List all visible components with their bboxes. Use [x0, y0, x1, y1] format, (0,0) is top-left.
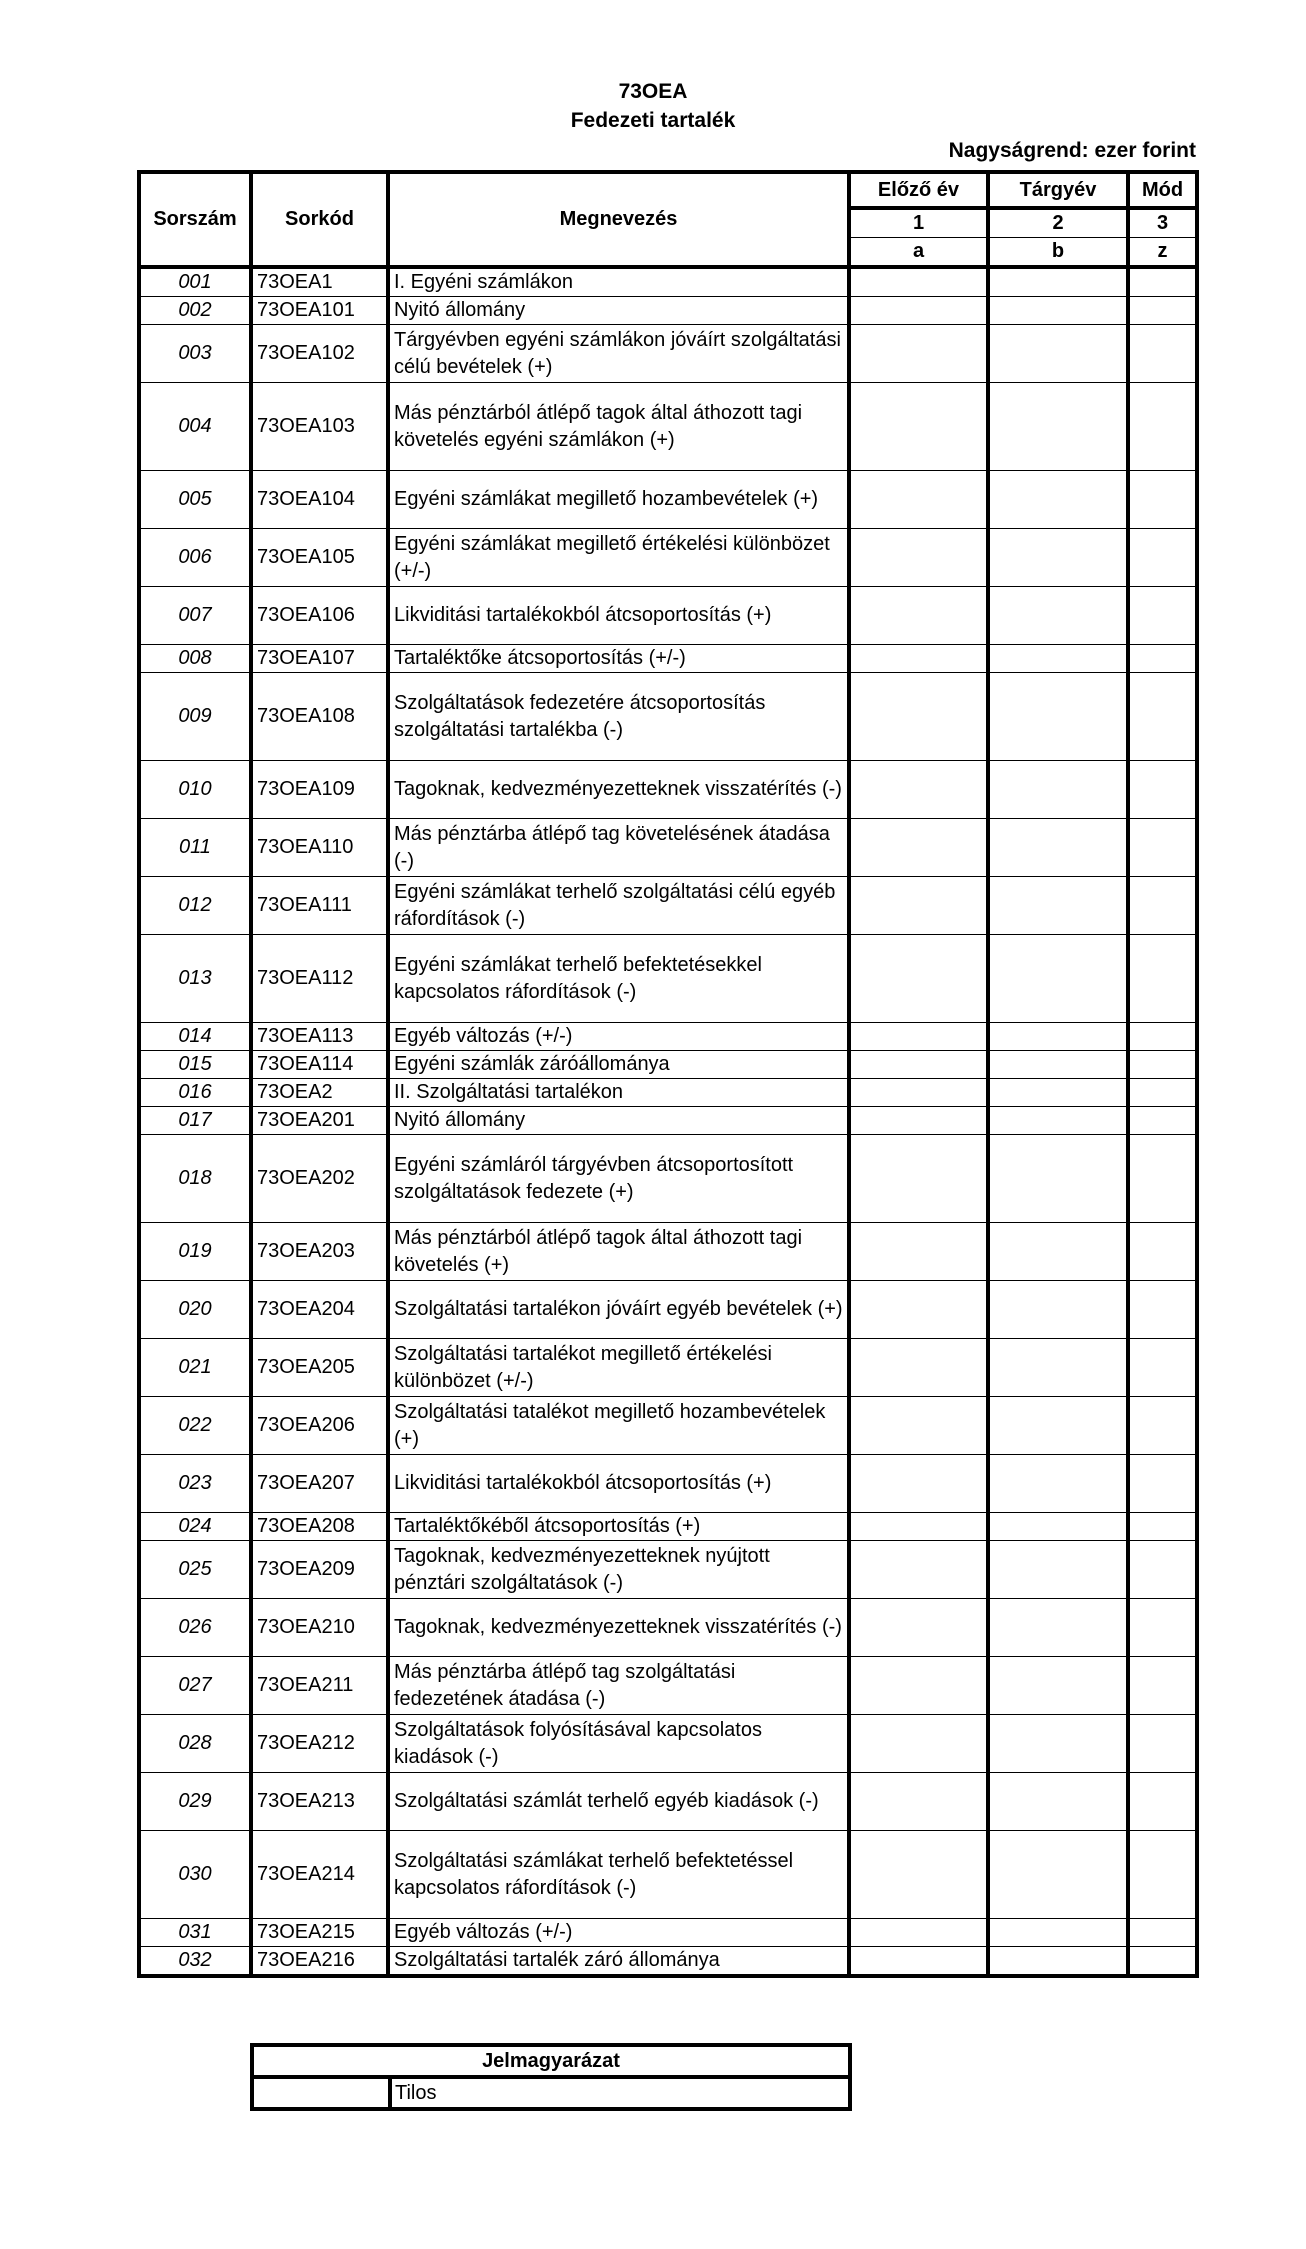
col-header-prev-year: Előző év	[849, 172, 988, 208]
row-code: 73OEA213	[251, 1773, 388, 1831]
table-row	[139, 645, 1197, 673]
row-serial: 028	[139, 1715, 251, 1773]
row-code: 73OEA113	[251, 1023, 388, 1051]
row-name: Egyéni számláról tárgyévben átcsoportosított szolgáltatások fedezete (+)	[388, 1135, 849, 1223]
row-code: 73OEA204	[251, 1281, 388, 1339]
value-cell-prev-year[interactable]	[849, 1657, 988, 1715]
row-code: 73OEA214	[251, 1831, 388, 1919]
row-serial: 018	[139, 1135, 251, 1223]
row-code: 73OEA103	[251, 383, 388, 471]
row-name: Szolgáltatási tartalékon jóváírt egyéb bevételek (+)	[388, 1281, 849, 1339]
row-serial: 002	[139, 297, 251, 325]
value-cell-mod[interactable]	[1128, 645, 1197, 673]
row-name: Szolgáltatási számlát terhelő egyéb kiadások (-)	[388, 1773, 849, 1831]
row-serial: 007	[139, 587, 251, 645]
row-name: Egyéb változás (+/-)	[388, 1023, 849, 1051]
row-code: 73OEA112	[251, 935, 388, 1023]
legend-title: Jelmagyarázat	[252, 2045, 850, 2077]
value-cell-prev-year[interactable]	[849, 645, 988, 673]
row-code: 73OEA105	[251, 529, 388, 587]
table-row	[139, 1135, 1197, 1223]
row-code: 73OEA207	[251, 1455, 388, 1513]
value-cell-prev-year[interactable]	[849, 673, 988, 761]
table-row	[139, 297, 1197, 325]
value-cell-year[interactable]	[988, 471, 1128, 529]
table-row	[139, 1079, 1197, 1107]
value-cell-mod[interactable]	[1128, 1715, 1197, 1773]
value-cell-year[interactable]	[988, 819, 1128, 877]
table-row	[139, 1107, 1197, 1135]
col-header-mod: Mód	[1128, 172, 1197, 208]
table-row	[139, 1947, 1197, 1977]
row-name: Nyitó állomány	[388, 1107, 849, 1135]
value-cell-year[interactable]	[988, 1513, 1128, 1541]
table-row	[139, 267, 1197, 297]
value-cell-year[interactable]	[988, 935, 1128, 1023]
table-row	[139, 471, 1197, 529]
col-header-year: Tárgyév	[988, 172, 1128, 208]
value-cell-year[interactable]	[988, 1281, 1128, 1339]
value-cell-prev-year[interactable]	[849, 761, 988, 819]
value-cell-prev-year[interactable]	[849, 877, 988, 935]
value-cell-year[interactable]	[988, 1107, 1128, 1135]
table-row	[139, 673, 1197, 761]
table-row	[139, 1715, 1197, 1773]
value-cell-year[interactable]	[988, 1051, 1128, 1079]
value-cell-prev-year[interactable]	[849, 1541, 988, 1599]
row-serial: 020	[139, 1281, 251, 1339]
value-cell-prev-year[interactable]	[849, 471, 988, 529]
value-cell-prev-year[interactable]	[849, 1947, 988, 1977]
row-name: Egyéb változás (+/-)	[388, 1919, 849, 1947]
row-code: 73OEA106	[251, 587, 388, 645]
value-cell-year[interactable]	[988, 1831, 1128, 1919]
row-serial: 032	[139, 1947, 251, 1977]
row-name: Szolgáltatási számlákat terhelő befektetéssel kapcsolatos ráfordítások (-)	[388, 1831, 849, 1919]
table-row	[139, 1223, 1197, 1281]
row-code: 73OEA211	[251, 1657, 388, 1715]
legend-table	[250, 2043, 852, 2111]
value-cell-year[interactable]	[988, 1339, 1128, 1397]
table-row	[139, 761, 1197, 819]
table-row	[139, 877, 1197, 935]
col-header-code: Sorkód	[251, 172, 388, 267]
row-serial: 029	[139, 1773, 251, 1831]
value-cell-mod[interactable]	[1128, 1657, 1197, 1715]
col-header-name: Megnevezés	[388, 172, 849, 267]
row-serial: 015	[139, 1051, 251, 1079]
row-serial: 016	[139, 1079, 251, 1107]
table-row	[139, 1541, 1197, 1599]
col-header-serial: Sorszám	[139, 172, 251, 267]
value-cell-year[interactable]	[988, 1135, 1128, 1223]
row-serial: 030	[139, 1831, 251, 1919]
row-name: Tartaléktőke átcsoportosítás (+/-)	[388, 645, 849, 673]
col-num-3: 3	[1128, 208, 1197, 238]
value-cell-mod[interactable]	[1128, 673, 1197, 761]
row-code: 73OEA203	[251, 1223, 388, 1281]
value-cell-prev-year[interactable]	[849, 383, 988, 471]
table-row	[139, 325, 1197, 383]
table-row	[139, 587, 1197, 645]
legend-swatch	[252, 2077, 390, 2109]
value-cell-mod[interactable]	[1128, 383, 1197, 471]
row-name: Egyéni számlákat terhelő befektetésekkel kapcsolatos ráfordítások (-)	[388, 935, 849, 1023]
value-cell-prev-year[interactable]	[849, 1715, 988, 1773]
row-code: 73OEA114	[251, 1051, 388, 1079]
table-row	[139, 1919, 1197, 1947]
col-num-1: 1	[849, 208, 988, 238]
table-row	[139, 1339, 1197, 1397]
value-cell-year[interactable]	[988, 1657, 1128, 1715]
row-code: 73OEA110	[251, 819, 388, 877]
row-serial: 010	[139, 761, 251, 819]
value-cell-year[interactable]	[988, 1947, 1128, 1977]
value-cell-year[interactable]	[988, 1455, 1128, 1513]
value-cell-year[interactable]	[988, 1223, 1128, 1281]
row-name: Tagoknak, kedvezményezetteknek nyújtott pénztári szolgáltatások (-)	[388, 1541, 849, 1599]
value-cell-prev-year[interactable]	[849, 1135, 988, 1223]
value-cell-mod[interactable]	[1128, 1023, 1197, 1051]
row-name: Likviditási tartalékokból átcsoportosítás (+)	[388, 1455, 849, 1513]
value-cell-year[interactable]	[988, 1397, 1128, 1455]
value-cell-prev-year[interactable]	[849, 1281, 988, 1339]
value-cell-mod[interactable]	[1128, 877, 1197, 935]
col-num-2: 2	[988, 208, 1128, 238]
row-code: 73OEA201	[251, 1107, 388, 1135]
row-code: 73OEA107	[251, 645, 388, 673]
value-cell-mod[interactable]	[1128, 267, 1197, 297]
row-name: Szolgáltatások folyósításával kapcsolatos kiadások (-)	[388, 1715, 849, 1773]
value-cell-prev-year[interactable]	[849, 267, 988, 297]
value-cell-prev-year[interactable]	[849, 1107, 988, 1135]
row-serial: 024	[139, 1513, 251, 1541]
row-code: 73OEA104	[251, 471, 388, 529]
value-cell-mod[interactable]	[1128, 529, 1197, 587]
row-serial: 031	[139, 1919, 251, 1947]
value-cell-prev-year[interactable]	[849, 935, 988, 1023]
value-cell-prev-year[interactable]	[849, 325, 988, 383]
value-cell-mod[interactable]	[1128, 1541, 1197, 1599]
table-row	[139, 529, 1197, 587]
row-name: Szolgáltatási tatalékot megillető hozambevételek (+)	[388, 1397, 849, 1455]
row-code: 73OEA209	[251, 1541, 388, 1599]
row-code: 73OEA216	[251, 1947, 388, 1977]
value-cell-year[interactable]	[988, 1079, 1128, 1107]
value-cell-prev-year[interactable]	[849, 1397, 988, 1455]
value-cell-prev-year[interactable]	[849, 1051, 988, 1079]
value-cell-year[interactable]	[988, 673, 1128, 761]
value-cell-prev-year[interactable]	[849, 1455, 988, 1513]
row-name: Likviditási tartalékokból átcsoportosítás (+)	[388, 587, 849, 645]
row-serial: 023	[139, 1455, 251, 1513]
value-cell-prev-year[interactable]	[849, 587, 988, 645]
row-serial: 026	[139, 1599, 251, 1657]
table-row	[139, 1455, 1197, 1513]
value-cell-year[interactable]	[988, 1023, 1128, 1051]
value-cell-year[interactable]	[988, 529, 1128, 587]
row-serial: 003	[139, 325, 251, 383]
value-cell-mod[interactable]	[1128, 1079, 1197, 1107]
value-cell-year[interactable]	[988, 1541, 1128, 1599]
row-serial: 008	[139, 645, 251, 673]
row-code: 73OEA102	[251, 325, 388, 383]
value-cell-mod[interactable]	[1128, 1831, 1197, 1919]
row-code: 73OEA205	[251, 1339, 388, 1397]
table-row	[139, 1657, 1197, 1715]
row-serial: 013	[139, 935, 251, 1023]
value-cell-year[interactable]	[988, 587, 1128, 645]
col-letter-b: b	[988, 238, 1128, 268]
value-cell-prev-year[interactable]	[849, 1773, 988, 1831]
value-cell-mod[interactable]	[1128, 935, 1197, 1023]
value-cell-mod[interactable]	[1128, 325, 1197, 383]
row-serial: 005	[139, 471, 251, 529]
row-name: Más pénztárba átlépő tag szolgáltatási fedezetének átadása (-)	[388, 1657, 849, 1715]
row-code: 73OEA101	[251, 297, 388, 325]
row-serial: 004	[139, 383, 251, 471]
value-cell-prev-year[interactable]	[849, 1919, 988, 1947]
row-name: Szolgáltatási tartalék záró állománya	[388, 1947, 849, 1977]
row-name: Szolgáltatások fedezetére átcsoportosítás szolgáltatási tartalékba (-)	[388, 673, 849, 761]
row-code: 73OEA1	[251, 267, 388, 297]
value-cell-year[interactable]	[988, 1919, 1128, 1947]
table-row	[139, 383, 1197, 471]
table-row	[139, 1831, 1197, 1919]
table-row	[139, 1281, 1197, 1339]
row-serial: 012	[139, 877, 251, 935]
row-code: 73OEA202	[251, 1135, 388, 1223]
table-row	[139, 1599, 1197, 1657]
row-name: Tagoknak, kedvezményezetteknek visszatérítés (-)	[388, 1599, 849, 1657]
row-serial: 006	[139, 529, 251, 587]
row-serial: 011	[139, 819, 251, 877]
row-serial: 019	[139, 1223, 251, 1281]
row-code: 73OEA109	[251, 761, 388, 819]
value-cell-mod[interactable]	[1128, 819, 1197, 877]
row-serial: 022	[139, 1397, 251, 1455]
row-name: Nyitó állomány	[388, 297, 849, 325]
value-cell-year[interactable]	[988, 383, 1128, 471]
row-code: 73OEA2	[251, 1079, 388, 1107]
row-serial: 017	[139, 1107, 251, 1135]
row-serial: 021	[139, 1339, 251, 1397]
row-name: Szolgáltatási tartalékot megillető értékelési különbözet (+/-)	[388, 1339, 849, 1397]
row-name: Más pénztárba átlépő tag követelésének átadása (-)	[388, 819, 849, 877]
row-code: 73OEA212	[251, 1715, 388, 1773]
value-cell-mod[interactable]	[1128, 761, 1197, 819]
row-code: 73OEA111	[251, 877, 388, 935]
value-cell-prev-year[interactable]	[849, 1339, 988, 1397]
row-name: Egyéni számlák záróállománya	[388, 1051, 849, 1079]
row-serial: 009	[139, 673, 251, 761]
value-cell-year[interactable]	[988, 325, 1128, 383]
value-cell-mod[interactable]	[1128, 1599, 1197, 1657]
value-cell-prev-year[interactable]	[849, 1831, 988, 1919]
row-code: 73OEA210	[251, 1599, 388, 1657]
row-code: 73OEA215	[251, 1919, 388, 1947]
legend-item-label: Tilos	[390, 2077, 850, 2109]
row-name: I. Egyéni számlákon	[388, 267, 849, 297]
value-cell-prev-year[interactable]	[849, 529, 988, 587]
value-cell-mod[interactable]	[1128, 1223, 1197, 1281]
value-cell-prev-year[interactable]	[849, 1513, 988, 1541]
col-letter-a: a	[849, 238, 988, 268]
value-cell-mod[interactable]	[1128, 1919, 1197, 1947]
value-cell-mod[interactable]	[1128, 1051, 1197, 1079]
value-cell-mod[interactable]	[1128, 1339, 1197, 1397]
value-cell-mod[interactable]	[1128, 471, 1197, 529]
value-cell-mod[interactable]	[1128, 587, 1197, 645]
row-serial: 025	[139, 1541, 251, 1599]
value-cell-year[interactable]	[988, 1773, 1128, 1831]
value-cell-year[interactable]	[988, 297, 1128, 325]
table-row	[139, 1513, 1197, 1541]
value-cell-mod[interactable]	[1128, 1107, 1197, 1135]
value-cell-year[interactable]	[988, 267, 1128, 297]
row-code: 73OEA206	[251, 1397, 388, 1455]
value-cell-year[interactable]	[988, 1599, 1128, 1657]
value-cell-prev-year[interactable]	[849, 819, 988, 877]
value-cell-mod[interactable]	[1128, 297, 1197, 325]
table-row	[139, 935, 1197, 1023]
value-cell-year[interactable]	[988, 1715, 1128, 1773]
row-name: Egyéni számlákat megillető hozambevételek (+)	[388, 471, 849, 529]
value-cell-year[interactable]	[988, 645, 1128, 673]
form-code: 73OEA	[618, 80, 688, 103]
value-cell-prev-year[interactable]	[849, 1079, 988, 1107]
value-cell-mod[interactable]	[1128, 1513, 1197, 1541]
value-cell-year[interactable]	[988, 761, 1128, 819]
value-cell-mod[interactable]	[1128, 1773, 1197, 1831]
row-name: Tagoknak, kedvezményezetteknek visszatérítés (-)	[388, 761, 849, 819]
row-name: Egyéni számlákat terhelő szolgáltatási célú egyéb ráfordítások (-)	[388, 877, 849, 935]
value-cell-prev-year[interactable]	[849, 1023, 988, 1051]
row-serial: 001	[139, 267, 251, 297]
value-cell-mod[interactable]	[1128, 1281, 1197, 1339]
unit-label: Nagyságrend: ezer forint	[948, 139, 1196, 162]
row-name: Más pénztárból átlépő tagok által áthozott tagi követelés egyéni számlákon (+)	[388, 383, 849, 471]
value-cell-mod[interactable]	[1128, 1947, 1197, 1977]
value-cell-prev-year[interactable]	[849, 1223, 988, 1281]
value-cell-mod[interactable]	[1128, 1397, 1197, 1455]
table-row	[139, 1397, 1197, 1455]
row-serial: 014	[139, 1023, 251, 1051]
table-row	[139, 819, 1197, 877]
row-name: Tárgyévben egyéni számlákon jóváírt szolgáltatási célú bevételek (+)	[388, 325, 849, 383]
row-code: 73OEA108	[251, 673, 388, 761]
table-row	[139, 1023, 1197, 1051]
row-serial: 027	[139, 1657, 251, 1715]
row-name: II. Szolgáltatási tartalékon	[388, 1079, 849, 1107]
row-code: 73OEA208	[251, 1513, 388, 1541]
form-title: Fedezeti tartalék	[570, 109, 736, 132]
value-cell-prev-year[interactable]	[849, 1599, 988, 1657]
table-row	[139, 1051, 1197, 1079]
value-cell-mod[interactable]	[1128, 1135, 1197, 1223]
data-table	[137, 170, 1199, 1978]
value-cell-year[interactable]	[988, 877, 1128, 935]
value-cell-mod[interactable]	[1128, 1455, 1197, 1513]
table-row	[139, 1773, 1197, 1831]
row-name: Tartaléktőkéből átcsoportosítás (+)	[388, 1513, 849, 1541]
row-name: Más pénztárból átlépő tagok által áthozott tagi követelés (+)	[388, 1223, 849, 1281]
row-name: Egyéni számlákat megillető értékelési különbözet (+/-)	[388, 529, 849, 587]
value-cell-prev-year[interactable]	[849, 297, 988, 325]
col-letter-z: z	[1128, 238, 1197, 268]
